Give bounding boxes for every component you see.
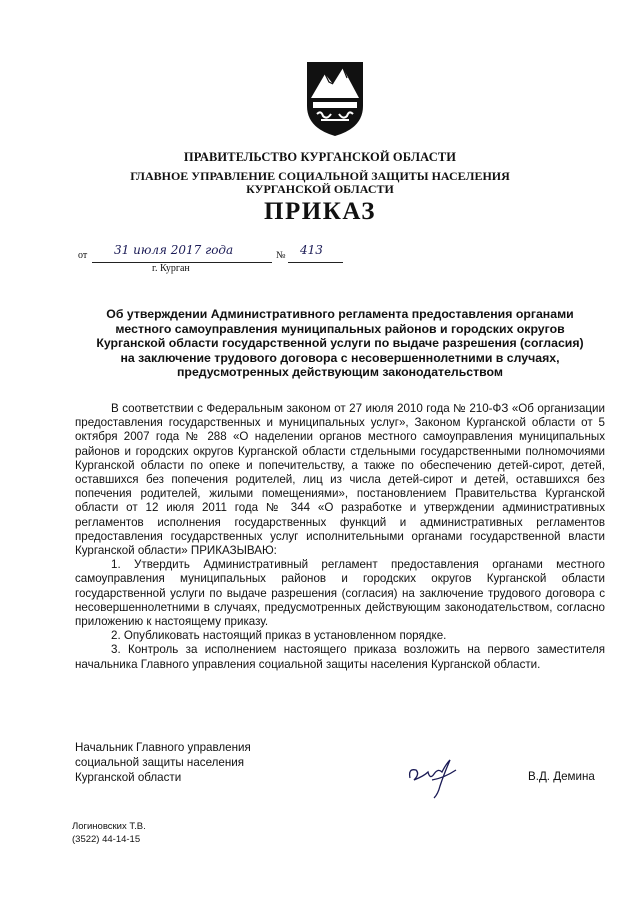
heading-line: на заключение трудового договора с несовершеннолетними в случаях, — [120, 350, 560, 365]
order-item-1: 1. Утвердить Административный регламент предоставления органами местного самоуправления муниципальных районов и городских округов Курганской области государственной услуги по выдаче разрешения (согласия) на заключение трудового договора с несовершеннолетними в случаях, предусмотренных действующим законодательством, согласно приложению к настоящему приказу. — [75, 558, 605, 629]
heading-line: местного самоуправления муниципальных районов и городских округов — [115, 321, 565, 336]
order-item-3: 3. Контроль за исполнением настоящего приказа возложить на первого заместителя начальника Главного управления социальной защиты населения Курганской области. — [75, 643, 605, 671]
heading-line: Курганской области государственной услуги по выдаче разрешения (согласия) — [96, 336, 584, 350]
signatory-position-line3: Курганской области — [75, 771, 182, 784]
number-label: № — [276, 250, 286, 261]
signatory-name: В.Д. Демина — [528, 770, 595, 783]
order-item-2: 2. Опубликовать настоящий приказ в установленном порядке. — [111, 629, 447, 643]
executor-phone: (3522) 44-14-15 — [72, 834, 141, 845]
signatory-position-line1: Начальник Главного управления — [75, 741, 251, 754]
date-label: от — [78, 250, 88, 261]
department-name — [0, 170, 640, 196]
city-name: г. Курган — [152, 263, 190, 274]
handwritten-signature-icon — [404, 750, 464, 800]
order-heading — [70, 307, 610, 380]
signatory-position — [75, 740, 251, 785]
preamble-paragraph: В соответствии с Федеральным законом от 27 июля 2010 года № 210-ФЗ «Об организации предоставления государственных и муниципальных услуг», Законом Курганской области от 5 октября 2007 года № 288 «О наделении органов местного самоуправления муниципальных районов и городских округов Курганской области стдельными государственными полномочиями Курганской области по опеке и попечительству, а также по обеспечению детей-сирот, детей, оставшихся без попечения родителей, лиц из числа детей-сирот и детей, оставшихся без попечения родителей, жилыми помещениями», постановлением Правительства Курганской области от 12 июля 2011 года № 344 «О разработке и утверждении административных регламентов исполнения государственных функций и административных регламентов предоставления государственных услуг исполнительными органами государственной власти Курганской области» ПРИКАЗЫВАЮ: — [75, 402, 605, 558]
department-name-line1: ГЛАВНОЕ УПРАВЛЕНИЕ СОЦИАЛЬНОЙ ЗАЩИТЫ НАСЕЛЕНИЯ — [130, 169, 510, 183]
signatory-position-line2: социальной защиты населения — [75, 756, 245, 769]
document-type-title: ПРИКАЗ — [264, 198, 376, 225]
executor-name: Логиновских Т.В. — [72, 821, 146, 832]
date-value: 31 июля 2017 года — [114, 243, 234, 257]
department-name-line2: КУРГАНСКОЙ ОБЛАСТИ — [246, 182, 394, 196]
heading-line: Об утверждении Административного регламента предоставления органами — [106, 307, 574, 321]
order-body — [75, 402, 605, 672]
executor-info — [72, 820, 146, 846]
number-underline — [288, 262, 343, 263]
heading-line: предусмотренных действующим законодательством — [177, 365, 503, 379]
order-date-number — [78, 242, 378, 272]
number-value: 413 — [300, 243, 323, 257]
org-name: ПРАВИТЕЛЬСТВО КУРГАНСКОЙ ОБЛАСТИ — [183, 150, 457, 164]
coat-of-arms-icon — [303, 58, 367, 138]
